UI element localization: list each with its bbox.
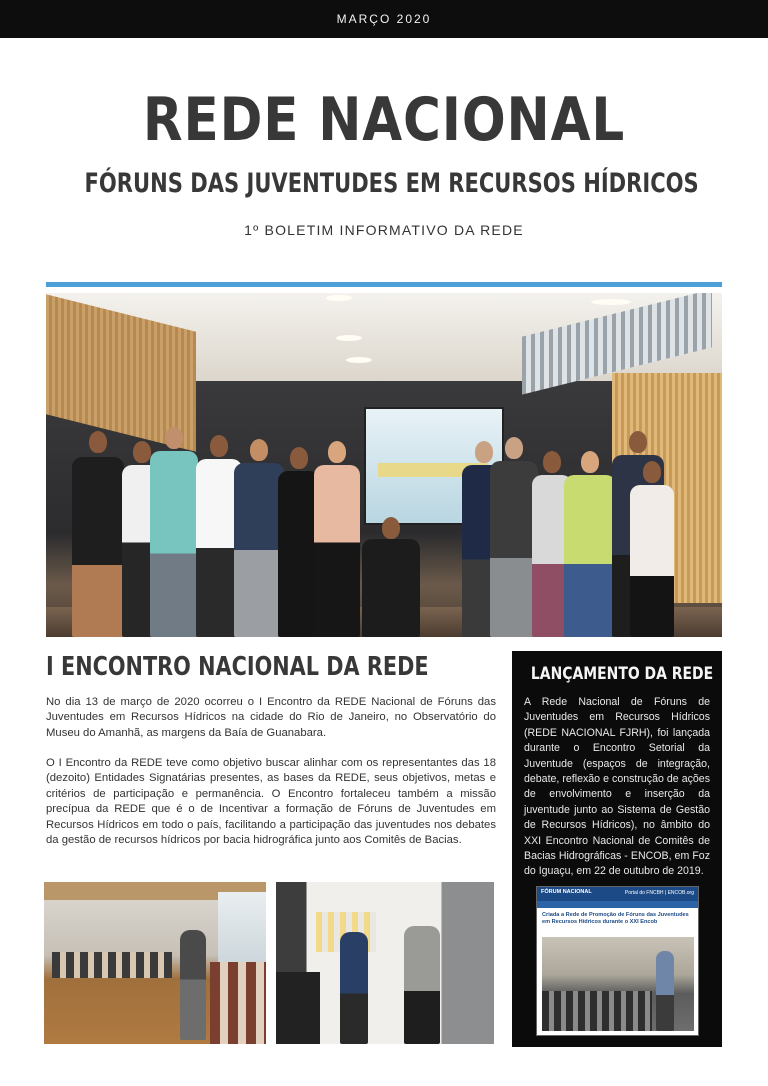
ceiling-light bbox=[591, 299, 631, 305]
site-photo bbox=[542, 937, 694, 1031]
masthead-subtitle: FÓRUNS DAS JUVENTUDES EM RECURSOS HÍDRICOS bbox=[84, 168, 699, 199]
sidebar-heading: LANÇAMENTO DA REDE bbox=[530, 664, 714, 684]
person-figure bbox=[564, 451, 616, 637]
ceiling-light bbox=[326, 295, 352, 301]
top-bar bbox=[0, 0, 768, 38]
person-figure bbox=[234, 439, 284, 637]
person-figure bbox=[490, 437, 538, 637]
ceiling-light bbox=[346, 357, 372, 363]
person-figure bbox=[630, 461, 674, 637]
issue-date: MARÇO 2020 bbox=[336, 12, 432, 26]
site-header bbox=[537, 887, 698, 901]
bulletin-kicker: 1º BOLETIM INFORMATIVO DA REDE bbox=[244, 222, 524, 238]
sidebar-text: A Rede Nacional de Fóruns de Juventudes em Recursos Hídricos (REDE NACIONAL FJRH), foi lançada durante o Encontro Setorial da Juventude (espaços de integração, debate, reflexão e construção de ações de envolvimento e inserção da juventude junto ao Sistema de Gestão de Recursos Hídricos), no âmbito do XXI Encontro Nacional de Comitês de Bacias Hidrográficas - ENCOB, em Foz do Iguaçu, em 22 de outubro de 2019. bbox=[524, 696, 710, 878]
person-figure bbox=[72, 431, 124, 637]
person-figure bbox=[150, 427, 198, 637]
article-heading: I ENCONTRO NACIONAL DA REDE bbox=[46, 652, 429, 682]
site-nav bbox=[537, 901, 698, 908]
article-paragraph: No dia 13 de março de 2020 ocorreu o I Encontro da REDE Nacional de Fóruns das Juventudes em Recursos Hídricos na cidade do Rio de Janeiro, no Observatório do Museu do Amanhã, as margens da Baía de Guanabara. bbox=[46, 696, 496, 739]
ceiling-light bbox=[336, 335, 362, 341]
article-paragraph: O I Encontro da REDE teve como objetivo buscar alinhar com os representantes das 18 (dezoito) Entidades Signatárias presentes, as bases da REDE, seus objetivos, metas e critérios de participação e permanência. O Encontro fortaleceu também a missão precípua da REDE que é o de Incentivar a formação de Fóruns de Juventudes em Recursos Hídricos em todo o país, facilitando a participação das juventudes nos debates da gestão de recursos hídricos por bacia hidrográfica junto aos Comitês de Bacias. bbox=[46, 757, 496, 847]
person-figure bbox=[362, 517, 420, 637]
workshop-photo bbox=[276, 882, 494, 1044]
site-headline: Criada a Rede de Promoção de Fóruns das Juventudes em Recursos Hídricos durante o XXI Encob bbox=[542, 912, 689, 925]
site-logo: FÓRUM NACIONAL bbox=[541, 889, 592, 895]
person-figure bbox=[314, 441, 360, 637]
blue-divider bbox=[46, 282, 722, 287]
website-screenshot bbox=[536, 886, 699, 1036]
meeting-photo bbox=[44, 882, 266, 1044]
group-photo bbox=[46, 293, 722, 637]
site-portal-label: Portal do FNCBH | ENCOB.org bbox=[624, 890, 694, 896]
masthead-title: REDE NACIONAL bbox=[142, 85, 626, 155]
